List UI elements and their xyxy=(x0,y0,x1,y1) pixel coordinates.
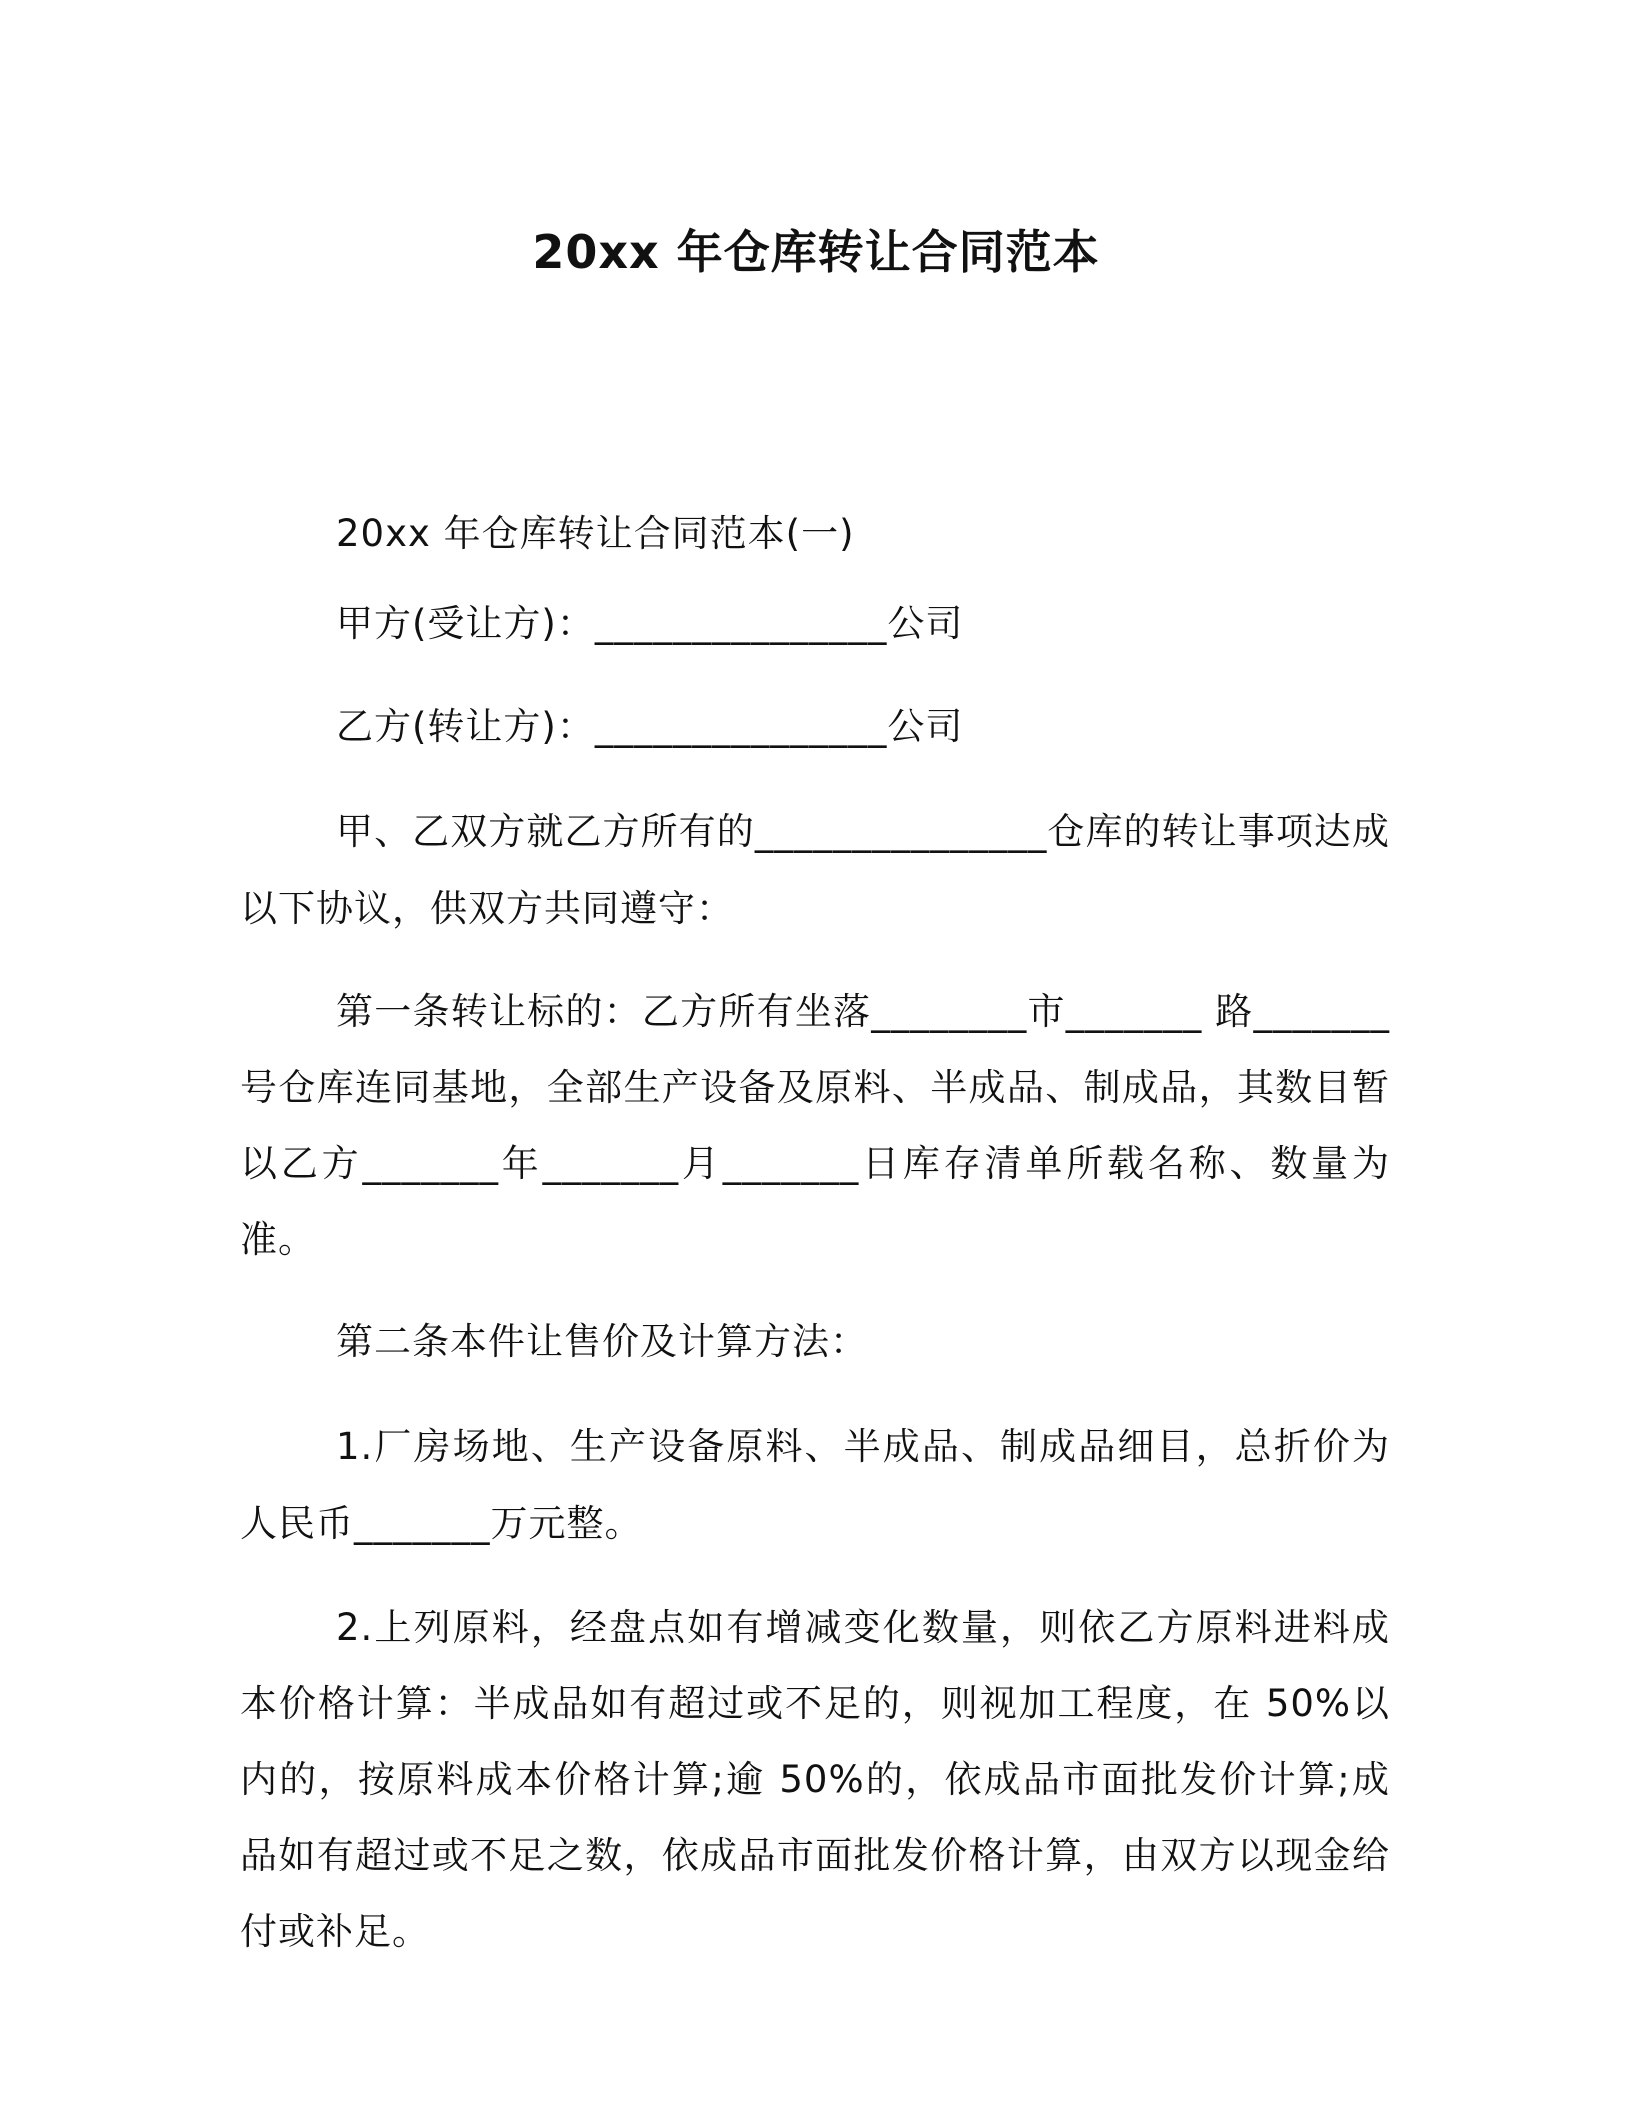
article-one-paragraph: 第一条转让标的：乙方所有坐落________市_______ 路_______号仓库连同基地，全部生产设备及原料、半成品、制成品，其数目暂以乙方_______年_______月_______日库存清单所载名称、数量为准。 xyxy=(240,990,1390,1261)
section-heading: 20xx 年仓库转让合同范本(一) xyxy=(336,512,855,555)
price-item-2-paragraph: 2.上列原料，经盘点如有增减变化数量，则依乙方原料进料成本价格计算：半成品如有超过或不足的，则视加工程度，在 50%以内的，按原料成本价格计算;逾 50%的，依成品市面批发价计算;成品如有超过或不足之数，依成品市面批发价格计算，由双方以现金给付或补足。 xyxy=(240,1606,1390,1953)
article-two-heading: 第二条本件让售价及计算方法： xyxy=(336,1320,868,1363)
price-item-1-paragraph: 1.厂房场地、生产设备原料、半成品、制成品细目，总折价为人民币_______万元整。 xyxy=(240,1425,1390,1545)
party-b-line: 乙方(转让方)：_______________公司 xyxy=(336,705,964,748)
agreement-intro-paragraph: 甲、乙双方就乙方所有的_______________仓库的转让事项达成以下协议，供双方共同遵守： xyxy=(240,810,1390,930)
document-title: 20xx 年仓库转让合同范本 xyxy=(532,225,1100,279)
party-a-line: 甲方(受让方)：_______________公司 xyxy=(336,602,964,645)
